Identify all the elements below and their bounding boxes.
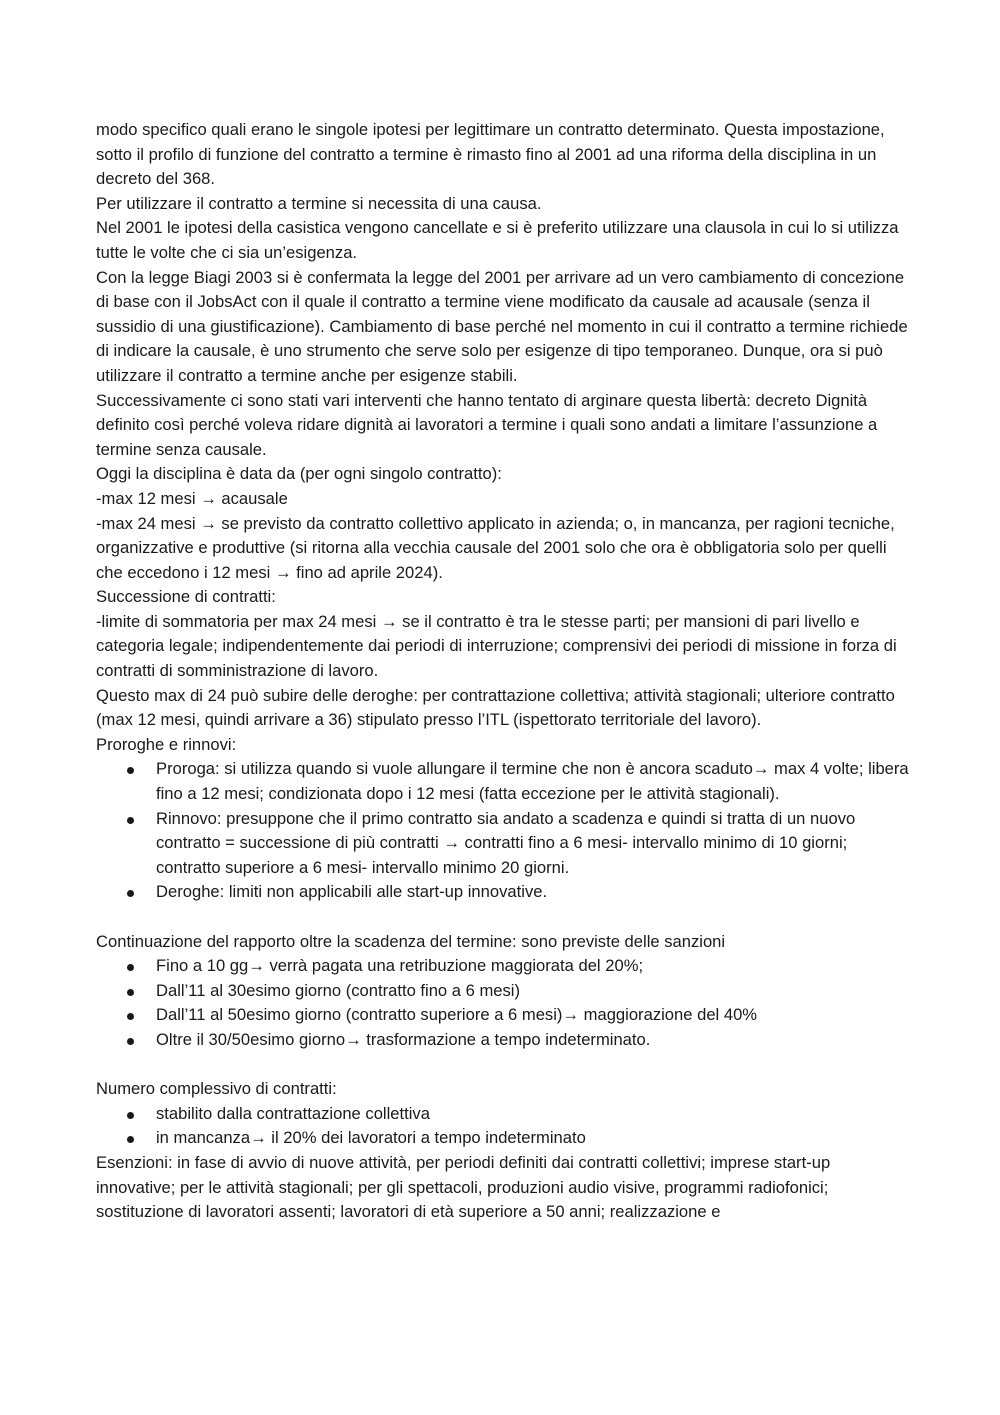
bullet-icon [127,817,134,824]
bullet-icon [127,767,134,774]
paragraph: -max 24 mesi → se previsto da contratto collettivo applicato in azienda; o, in mancanza, per ragioni tecniche, organizzative e produttive (si ritorna alla vecchia causale del 2001 solo che ora è obbligatoria solo per quelli che eccedono i 12 mesi → fino ad aprile 2024). [96,513,895,582]
paragraph: Nel 2001 le ipotesi della casistica vengono cancellate e si è preferito utilizzare una clausola in cui lo si utilizza tutte le volte che ci sia un’esigenza. [96,218,899,262]
paragraph: Questo max di 24 può subire delle deroghe: per contrattazione collettiva; attività stagionali; ulteriore contratto (max 12 mesi, quindi arrivare a 36) stipulato presso l’ITL (ispettorato territoriale del lavoro). [96,685,895,730]
list-item [96,1028,911,1053]
spacer [96,905,911,930]
list-item [96,1102,911,1127]
section-heading: Numero complessivo di contratti: [96,1079,337,1099]
list-item [96,807,911,881]
bullet-icon [127,1136,134,1143]
list-item [96,954,911,979]
spacer [96,1053,911,1078]
bullet-icon [127,964,134,971]
list-item [96,880,911,905]
paragraph: modo specifico quali erano le singole ipotesi per legittimare un contratto determinato. Questa impostazione, sotto il profilo di funzione del contratto a termine è rimasto fino al 2001 ad una riforma della disciplina in un decreto del 368. [96,120,885,189]
bullet-icon [127,890,134,897]
paragraph: Per utilizzare il contratto a termine si necessita di una causa. [96,193,542,213]
list-item-text: Dall’11 al 30esimo giorno (contratto fino a 6 mesi) [156,980,521,1000]
list-item-text: Dall’11 al 50esimo giorno (contratto superiore a 6 mesi)→ maggiorazione del 40% [156,1005,758,1025]
paragraph: Oggi la disciplina è data da (per ogni singolo contratto): [96,464,502,484]
list-item-text: stabilito dalla contrattazione collettiva [156,1103,430,1123]
paragraph: -limite di sommatoria per max 24 mesi → se il contratto è tra le stesse parti; per mansioni di pari livello e categoria legale; indipendentemente dai periodi di interruzione; comprensivi dei periodi di missione in forza di contratti di somministrazione di lavoro. [96,611,897,681]
paragraph: Successivamente ci sono stati vari interventi che hanno tentato di arginare questa libertà: decreto Dignità definito così perché voleva ridare dignità ai lavoratori a termine i quali sono andati a limitare l’assunzione a termine senza causale. [96,390,878,459]
section-heading: Proroghe e rinnovi: [96,734,237,754]
bullet-icon [127,1038,134,1045]
document-page [96,118,911,1225]
bullet-icon [127,1013,134,1020]
bullet-icon [127,989,134,996]
list-item [96,979,911,1004]
list-item-text: Rinnovo: presuppone che il primo contratto sia andato a scadenza e quindi si tratta di un nuovo contratto = successione di più contratti → contratti fino a 6 mesi- intervallo minimo di 10 giorni; contratto superiore a 6 mesi- intervallo minimo 20 giorni. [156,808,856,877]
list-item [96,1003,911,1028]
bullet-icon [127,1112,134,1119]
bullet-list-proroghe [96,757,911,905]
paragraph: -max 12 mesi → acausale [96,488,288,508]
list-item [96,1126,911,1151]
section-heading: Successione di contratti: [96,587,276,607]
list-item-text: Oltre il 30/50esimo giorno→ trasformazione a tempo indeterminato. [156,1029,651,1049]
bullet-list-numero-contratti [96,1102,911,1151]
list-item-text: Proroga: si utilizza quando si vuole allungare il termine che non è ancora scaduto→ max 4 volte; libera fino a 12 mesi; condizionata dopo i 12 mesi (fatta eccezione per le attività stagionali). [156,759,909,804]
list-item-text: in mancanza→ il 20% dei lavoratori a tempo indeterminato [156,1128,586,1148]
paragraph: Con la legge Biagi 2003 si è confermata la legge del 2001 per arrivare ad un vero cambiamento di concezione di base con il JobsAct con il quale il contratto a termine viene modificato da causale ad acausale (senza il sussidio di una giustificazione). Cambiamento di base perché nel momento in cui il contratto a termine richiede di indicare la causale, è uno strumento che serve solo per esigenze di tipo temporaneo. Dunque, ora si può utilizzare il contratto a termine anche per esigenze stabili. [96,267,908,385]
list-item-text: Deroghe: limiti non applicabili alle start-up innovative. [156,882,548,902]
list-item-text: Fino a 10 gg→ verrà pagata una retribuzione maggiorata del 20%; [156,956,644,976]
section-heading: Continuazione del rapporto oltre la scadenza del termine: sono previste delle sanzioni [96,931,726,951]
list-item [96,757,911,806]
paragraph: Esenzioni: in fase di avvio di nuove attività, per periodi definiti dai contratti collettivi; imprese start-up innovative; per le attività stagionali; per gli spettacoli, produzioni audio visive, programmi radiofonici; sostituzione di lavoratori assenti; lavoratori di età superiore a 50 anni; realizzazione e [96,1152,831,1222]
bullet-list-sanzioni [96,954,911,1052]
